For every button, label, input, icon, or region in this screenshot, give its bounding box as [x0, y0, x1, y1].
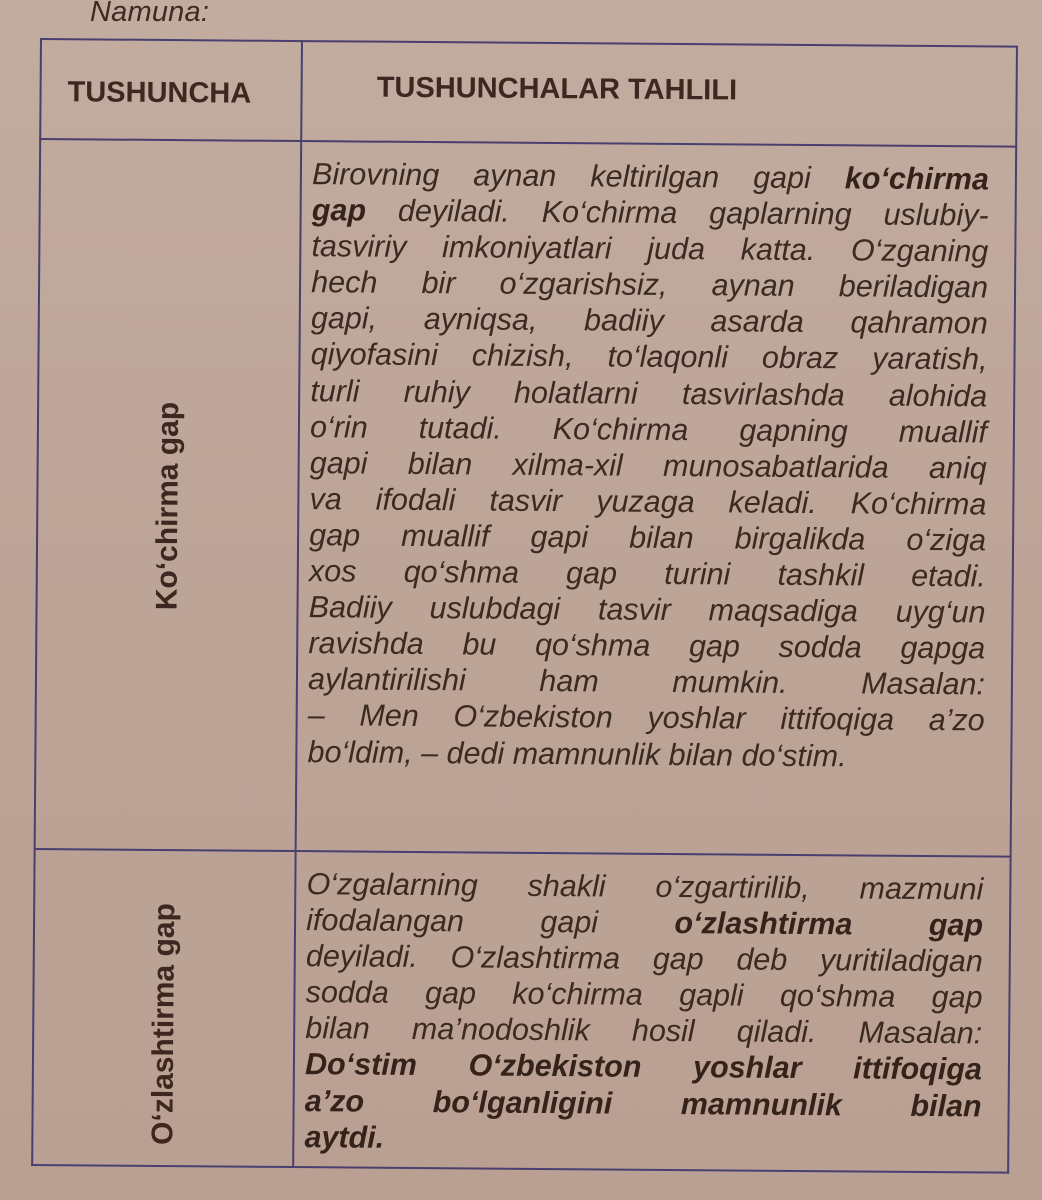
term-label: Ko‘chirma gap — [150, 401, 185, 611]
bold-term: aytdi. — [304, 1119, 385, 1155]
term-cell — [32, 849, 296, 1167]
example-caption: Namuna: — [90, 0, 210, 28]
text-line: ifodalangan gapi o‘zlashtirma gap — [306, 903, 984, 943]
bold-term: Do‘stim O‘zbekiston yoshlar ittifoqiga — [304, 1047, 983, 1087]
text-line: o‘rin tutadi. Ko‘chirma gapning muallif — [309, 409, 988, 450]
text-line: bilan ma’nodoshlik hosil qiladi. Masalan: — [305, 1011, 983, 1051]
concepts-table — [31, 38, 1018, 1174]
bold-term: a’zo bo‘lganligini mamnunlik bilan — [304, 1083, 982, 1123]
text-line: Birovning aynan keltirilgan gapi ko‘chirma — [311, 157, 990, 197]
text-line: O‘zgalarning shakli o‘zgartirilib, mazmuni — [306, 867, 984, 907]
text-line: aylantirilishi ham mumkin. Masalan: — [307, 662, 986, 702]
text-line: bo‘ldim, – dedi mamnunlik bilan do‘stim. — [307, 734, 847, 773]
bold-term: gap — [311, 193, 367, 228]
text-line: turli ruhiy holatlarni tasvirlashda alohida — [310, 373, 988, 414]
text-line: va ifodali tasvir yuzaga keladi. Ko‘chirma — [309, 481, 987, 522]
text-line: xos qo‘shma gap turini tashkil etadi. — [308, 554, 986, 594]
term-cell — [35, 139, 302, 851]
analysis-cell — [293, 851, 1010, 1173]
text-line: sodda gap ko‘chirma gapli qo‘shma gap — [305, 975, 983, 1015]
text-line: gap deyiladi. Ko‘chirma gaplarning uslubiy- — [311, 193, 989, 233]
table-row — [32, 849, 1010, 1173]
text-line: qiyofasini chizish, to‘laqonli obraz yaratish, — [310, 337, 988, 377]
text-line: gap muallif gapi bilan birgalikda o‘ziga — [309, 518, 987, 558]
analysis-cell — [296, 141, 1016, 857]
text-line — [304, 1119, 981, 1160]
analysis-text — [304, 866, 983, 1160]
table-row — [35, 139, 1017, 857]
term-label: O‘zlashtirma gap — [145, 902, 181, 1145]
text-line — [305, 1047, 982, 1088]
text-line: Badiiy uslubdagi tasvir maqsadiga uyg‘un — [308, 590, 986, 630]
text-line: gapi, ayniqsa, badiiy asarda qahramon — [310, 301, 988, 341]
header-analysis-label: TUSHUNCHALAR TAHLILI — [376, 71, 738, 106]
bold-term: o‘zlashtirma gap — [674, 906, 984, 943]
header-term — [40, 39, 302, 141]
text-line: ravishda bu qo‘shma gap sodda gapga — [308, 626, 986, 666]
header-term-label: TUSHUNCHA — [67, 75, 252, 110]
text-line: deyiladi. O‘zlashtirma gap deb yuritiladigan — [305, 939, 983, 979]
bold-term: ko‘chirma — [844, 161, 990, 197]
analysis-text — [307, 156, 989, 775]
table-header-row — [40, 39, 1017, 147]
text-line: hech bir o‘zgarishsiz, aynan beriladigan — [311, 265, 989, 305]
header-analysis — [301, 41, 1017, 147]
text-line: gapi bilan xilma-xil munosabatlarida aniq — [309, 445, 987, 486]
text-line: – Men O‘zbekiston yoshlar ittifoqiga a’zo — [307, 698, 985, 738]
text-line: tasviriy imkoniyatlari juda katta. O‘zganing — [311, 229, 989, 269]
text-line — [305, 1083, 982, 1124]
